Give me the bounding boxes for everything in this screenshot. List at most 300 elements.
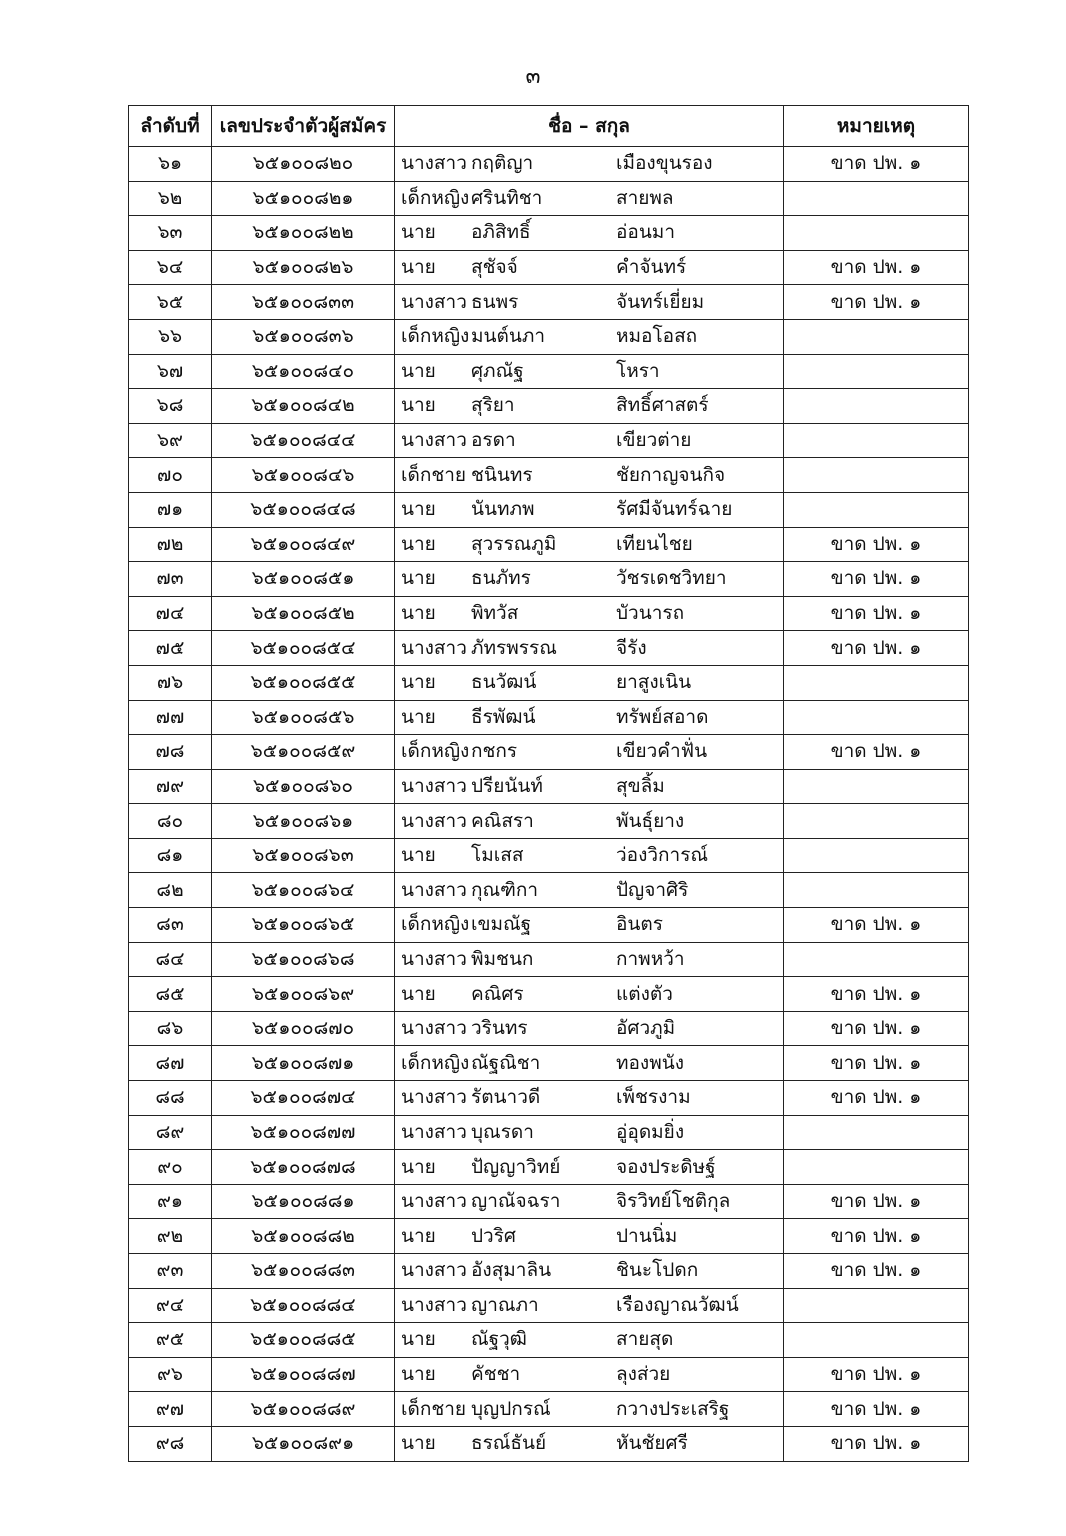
- table-row: [129, 319, 969, 354]
- row-full-name: [395, 250, 784, 285]
- row-seq: ๘๔: [129, 942, 212, 977]
- name-group: [395, 216, 783, 250]
- name-group: [395, 1116, 783, 1150]
- row-remark: ขาด ปพ. ๑: [784, 527, 969, 562]
- row-remark: [784, 216, 969, 251]
- row-remark: [784, 665, 969, 700]
- row-remark: ขาด ปพ. ๑: [784, 285, 969, 320]
- name-group: [395, 908, 783, 942]
- header-full-name: ชื่อ – สกุล: [395, 106, 784, 147]
- row-title: นาย: [401, 705, 436, 728]
- row-applicant-id: ๖๕๑๐๐๘๓๖: [212, 319, 395, 354]
- row-first-name: นันทภพ: [471, 498, 535, 521]
- row-first-name: กุณฑิกา: [471, 878, 539, 901]
- name-group: [395, 562, 783, 596]
- row-applicant-id: ๖๕๑๐๐๘๗๐: [212, 1011, 395, 1046]
- row-remark: ขาด ปพ. ๑: [784, 977, 969, 1012]
- row-remark: ขาด ปพ. ๑: [784, 596, 969, 631]
- row-title: นาย: [401, 256, 436, 279]
- name-group: [395, 943, 783, 977]
- row-title: นางสาว: [401, 1086, 467, 1109]
- row-applicant-id: ๖๕๑๐๐๘๖๙: [212, 977, 395, 1012]
- table-row: [129, 908, 969, 943]
- row-full-name: [395, 562, 784, 597]
- row-title: นาย: [401, 498, 436, 521]
- table-row: [129, 1392, 969, 1427]
- row-remark: ขาด ปพ. ๑: [784, 908, 969, 943]
- row-seq: ๖๙: [129, 423, 212, 458]
- row-applicant-id: ๖๕๑๐๐๘๘๕: [212, 1323, 395, 1358]
- name-group: [395, 458, 783, 492]
- table-row: [129, 389, 969, 424]
- row-title: เด็กหญิง: [401, 186, 470, 209]
- row-full-name: [395, 389, 784, 424]
- row-applicant-id: ๖๕๑๐๐๘๖๓: [212, 838, 395, 873]
- row-last-name: จองประดิษฐ์: [616, 1155, 716, 1178]
- table-row: [129, 1046, 969, 1081]
- row-first-name: มนต์นภา: [471, 325, 546, 348]
- table-row: [129, 1323, 969, 1358]
- row-first-name: ศรินทิชา: [471, 186, 543, 209]
- row-last-name: อัศวภูมิ: [616, 1017, 676, 1040]
- row-full-name: [395, 285, 784, 320]
- row-applicant-id: ๖๕๑๐๐๘๖๕: [212, 908, 395, 943]
- row-title: เด็กชาย: [401, 463, 467, 486]
- row-title: นาย: [401, 1224, 436, 1247]
- row-last-name: ทองพนัง: [616, 1051, 685, 1074]
- row-remark: [784, 700, 969, 735]
- row-first-name: กชกร: [471, 740, 518, 763]
- row-full-name: [395, 838, 784, 873]
- row-seq: ๖๕: [129, 285, 212, 320]
- row-first-name: โมเสส: [471, 844, 524, 867]
- row-applicant-id: ๖๕๑๐๐๘๗๑: [212, 1046, 395, 1081]
- row-last-name: ชัยกาญจนกิจ: [616, 463, 726, 486]
- row-remark: [784, 1323, 969, 1358]
- row-first-name: สุชัจจ์: [471, 256, 518, 279]
- table-row: [129, 1184, 969, 1219]
- row-title: นาย: [401, 394, 436, 417]
- row-remark: ขาด ปพ. ๑: [784, 1357, 969, 1392]
- row-first-name: ธรณ์ธันย์: [471, 1432, 547, 1455]
- row-title: นาย: [401, 844, 436, 867]
- row-seq: ๗๖: [129, 665, 212, 700]
- row-full-name: [395, 873, 784, 908]
- name-group: [395, 597, 783, 631]
- row-title: นาย: [401, 1363, 436, 1386]
- row-title: นาย: [401, 1328, 436, 1351]
- name-group: [395, 839, 783, 873]
- name-group: [395, 770, 783, 804]
- row-last-name: เทียนไชย: [616, 532, 693, 555]
- row-seq: ๘๖: [129, 1011, 212, 1046]
- row-seq: ๖๔: [129, 250, 212, 285]
- row-seq: ๗๒: [129, 527, 212, 562]
- row-remark: [784, 181, 969, 216]
- row-first-name: ปัญญาวิทย์: [471, 1155, 561, 1178]
- name-group: [395, 977, 783, 1011]
- row-remark: ขาด ปพ. ๑: [784, 1254, 969, 1289]
- name-group: [395, 389, 783, 423]
- row-title: นาย: [401, 1432, 436, 1455]
- row-last-name: สุขลิ้ม: [616, 774, 665, 797]
- row-last-name: โหรา: [616, 359, 660, 382]
- row-seq: ๘๗: [129, 1046, 212, 1081]
- name-group: [395, 1150, 783, 1184]
- row-first-name: ธีรพัฒน์: [471, 705, 536, 728]
- row-last-name: สายสุด: [616, 1328, 674, 1351]
- row-seq: ๗๐: [129, 458, 212, 493]
- row-last-name: จันทร์เยี่ยม: [616, 290, 705, 313]
- row-full-name: [395, 1150, 784, 1185]
- row-title: นาย: [401, 982, 436, 1005]
- row-title: นาย: [401, 532, 436, 555]
- row-first-name: ญาณัจฉรา: [471, 1190, 561, 1213]
- row-remark: ขาด ปพ. ๑: [784, 1046, 969, 1081]
- row-applicant-id: ๖๕๑๐๐๘๔๘: [212, 492, 395, 527]
- row-applicant-id: ๖๕๑๐๐๘๗๗: [212, 1115, 395, 1150]
- name-group: [395, 182, 783, 216]
- row-last-name: ยาสูงเนิน: [616, 671, 692, 694]
- table-row: [129, 873, 969, 908]
- row-full-name: [395, 1219, 784, 1254]
- row-full-name: [395, 319, 784, 354]
- table-row: [129, 1357, 969, 1392]
- row-applicant-id: ๖๕๑๐๐๘๗๔: [212, 1081, 395, 1116]
- row-applicant-id: ๖๕๑๐๐๘๕๑: [212, 562, 395, 597]
- row-full-name: [395, 1426, 784, 1461]
- row-last-name: อ่อนมา: [616, 221, 676, 244]
- row-last-name: กวางประเสริฐ: [616, 1397, 730, 1420]
- row-seq: ๘๒: [129, 873, 212, 908]
- row-first-name: ธนวัฒน์: [471, 671, 537, 694]
- row-remark: ขาด ปพ. ๑: [784, 1081, 969, 1116]
- row-first-name: คณิศร: [471, 982, 524, 1005]
- table-row: [129, 216, 969, 251]
- table-row: [129, 1115, 969, 1150]
- row-last-name: อินตร: [616, 913, 663, 936]
- name-group: [395, 1289, 783, 1323]
- name-group: [395, 1392, 783, 1426]
- row-first-name: กฤติญา: [471, 152, 534, 175]
- row-last-name: หันชัยศรี: [616, 1432, 688, 1455]
- row-title: เด็กหญิง: [401, 325, 470, 348]
- row-applicant-id: ๖๕๑๐๐๘๒๒: [212, 216, 395, 251]
- row-first-name: เขมณัฐ: [471, 913, 532, 936]
- row-full-name: [395, 700, 784, 735]
- row-applicant-id: ๖๕๑๐๐๘๓๓: [212, 285, 395, 320]
- row-full-name: [395, 181, 784, 216]
- row-seq: ๘๘: [129, 1081, 212, 1116]
- row-title: นางสาว: [401, 947, 467, 970]
- row-applicant-id: ๖๕๑๐๐๘๘๙: [212, 1392, 395, 1427]
- table-body: [129, 147, 969, 1462]
- row-seq: ๖๘: [129, 389, 212, 424]
- row-first-name: ธนภัทร: [471, 567, 531, 590]
- row-last-name: เรืองญาณวัฒน์: [616, 1293, 739, 1316]
- row-full-name: [395, 596, 784, 631]
- row-remark: ขาด ปพ. ๑: [784, 1011, 969, 1046]
- name-group: [395, 666, 783, 700]
- row-last-name: ปานนิ่ม: [616, 1224, 678, 1247]
- row-seq: ๙๔: [129, 1288, 212, 1323]
- table-row: [129, 562, 969, 597]
- row-applicant-id: ๖๕๑๐๐๘๔๐: [212, 354, 395, 389]
- row-seq: ๙๖: [129, 1357, 212, 1392]
- row-title: นางสาว: [401, 878, 467, 901]
- table-row: [129, 735, 969, 770]
- table-row: [129, 285, 969, 320]
- row-full-name: [395, 1357, 784, 1392]
- table-row: [129, 147, 969, 182]
- row-first-name: ศุภณัฐ: [471, 359, 524, 382]
- row-seq: ๘๑: [129, 838, 212, 873]
- row-first-name: คัชชา: [471, 1363, 521, 1386]
- row-first-name: อภิสิทธิ์: [471, 221, 531, 244]
- name-group: [395, 1081, 783, 1115]
- row-title: นาย: [401, 602, 436, 625]
- name-group: [395, 1358, 783, 1392]
- row-last-name: วัชรเดชวิทยา: [616, 567, 727, 590]
- row-title: นาย: [401, 221, 436, 244]
- name-group: [395, 1323, 783, 1357]
- row-title: นางสาว: [401, 1017, 467, 1040]
- row-full-name: [395, 458, 784, 493]
- row-seq: ๗๓: [129, 562, 212, 597]
- row-first-name: สุริยา: [471, 394, 515, 417]
- row-full-name: [395, 1115, 784, 1150]
- row-seq: ๖๑: [129, 147, 212, 182]
- row-remark: [784, 354, 969, 389]
- row-last-name: ว่องวิการณ์: [616, 844, 709, 867]
- row-remark: ขาด ปพ. ๑: [784, 1184, 969, 1219]
- table-row: [129, 492, 969, 527]
- row-first-name: บุณรดา: [471, 1120, 534, 1143]
- header-remark: หมายเหตุ: [784, 106, 969, 147]
- table-row: [129, 1288, 969, 1323]
- row-seq: ๘๓: [129, 908, 212, 943]
- row-full-name: [395, 147, 784, 182]
- row-last-name: ทรัพย์สอาด: [616, 705, 709, 728]
- row-applicant-id: ๖๕๑๐๐๘๙๑: [212, 1426, 395, 1461]
- page-number: ๓: [525, 64, 541, 89]
- row-first-name: ปรียนันท์: [471, 774, 543, 797]
- name-group: [395, 147, 783, 181]
- row-last-name: บัวนารถ: [616, 602, 685, 625]
- row-full-name: [395, 769, 784, 804]
- row-remark: [784, 838, 969, 873]
- table-row: [129, 769, 969, 804]
- row-last-name: เมืองขุนรอง: [616, 152, 713, 175]
- row-title: นางสาว: [401, 1120, 467, 1143]
- row-seq: ๘๐: [129, 804, 212, 839]
- table-row: [129, 354, 969, 389]
- row-applicant-id: ๖๕๑๐๐๘๕๒: [212, 596, 395, 631]
- row-remark: [784, 804, 969, 839]
- applicant-table: [128, 105, 969, 1462]
- row-first-name: อรดา: [471, 429, 516, 452]
- name-group: [395, 735, 783, 769]
- row-last-name: จีรัง: [616, 636, 647, 659]
- row-remark: ขาด ปพ. ๑: [784, 147, 969, 182]
- row-first-name: บุญปกรณ์: [471, 1397, 551, 1420]
- row-title: นางสาว: [401, 290, 467, 313]
- name-group: [395, 1012, 783, 1046]
- row-seq: ๙๕: [129, 1323, 212, 1358]
- row-full-name: [395, 527, 784, 562]
- row-last-name: ชินะโปดก: [616, 1259, 699, 1282]
- row-last-name: สิทธิ์ศาสตร์: [616, 394, 709, 417]
- table-row: [129, 977, 969, 1012]
- row-seq: ๙๘: [129, 1426, 212, 1461]
- row-first-name: ปวริศ: [471, 1224, 516, 1247]
- row-title: เด็กหญิง: [401, 913, 470, 936]
- row-seq: ๙๒: [129, 1219, 212, 1254]
- row-seq: ๖๒: [129, 181, 212, 216]
- row-seq: ๗๘: [129, 735, 212, 770]
- row-seq: ๖๓: [129, 216, 212, 251]
- name-group: [395, 424, 783, 458]
- row-seq: ๗๔: [129, 596, 212, 631]
- row-seq: ๘๕: [129, 977, 212, 1012]
- row-full-name: [395, 804, 784, 839]
- row-full-name: [395, 1046, 784, 1081]
- row-applicant-id: ๖๕๑๐๐๘๘๔: [212, 1288, 395, 1323]
- row-first-name: ญาณภา: [471, 1293, 539, 1316]
- row-title: นาย: [401, 671, 436, 694]
- row-applicant-id: ๖๕๑๐๐๘๖๘: [212, 942, 395, 977]
- row-full-name: [395, 216, 784, 251]
- row-full-name: [395, 908, 784, 943]
- row-remark: [784, 942, 969, 977]
- name-group: [395, 285, 783, 319]
- row-seq: ๖๖: [129, 319, 212, 354]
- row-remark: [784, 458, 969, 493]
- row-title: เด็กหญิง: [401, 740, 470, 763]
- row-seq: ๗๗: [129, 700, 212, 735]
- row-applicant-id: ๖๕๑๐๐๘๔๒: [212, 389, 395, 424]
- row-title: เด็กชาย: [401, 1397, 467, 1420]
- row-applicant-id: ๖๕๑๐๐๘๖๐: [212, 769, 395, 804]
- table-row: [129, 423, 969, 458]
- row-last-name: สายพล: [616, 186, 674, 209]
- row-applicant-id: ๖๕๑๐๐๘๖๔: [212, 873, 395, 908]
- row-full-name: [395, 423, 784, 458]
- row-first-name: พิทวัส: [471, 602, 519, 625]
- row-applicant-id: ๖๕๑๐๐๘๒๑: [212, 181, 395, 216]
- name-group: [395, 804, 783, 838]
- row-title: เด็กหญิง: [401, 1051, 470, 1074]
- table-row: [129, 1011, 969, 1046]
- name-group: [395, 631, 783, 665]
- row-full-name: [395, 942, 784, 977]
- row-applicant-id: ๖๕๑๐๐๘๕๔: [212, 631, 395, 666]
- table-row: [129, 631, 969, 666]
- row-title: นางสาว: [401, 809, 467, 832]
- row-remark: [784, 1150, 969, 1185]
- row-first-name: ธนพร: [471, 290, 519, 313]
- row-first-name: วรินทร: [471, 1017, 528, 1040]
- row-first-name: ณัฐณิชา: [471, 1051, 541, 1074]
- table-row: [129, 527, 969, 562]
- name-group: [395, 320, 783, 354]
- table-row: [129, 596, 969, 631]
- row-last-name: ปัญจาศิริ: [616, 878, 689, 901]
- table-header-row: [129, 106, 969, 147]
- row-remark: ขาด ปพ. ๑: [784, 1219, 969, 1254]
- row-applicant-id: ๖๕๑๐๐๘๘๑: [212, 1184, 395, 1219]
- row-seq: ๙๓: [129, 1254, 212, 1289]
- row-applicant-id: ๖๕๑๐๐๘๔๙: [212, 527, 395, 562]
- row-applicant-id: ๖๕๑๐๐๘๖๑: [212, 804, 395, 839]
- row-first-name: สุวรรณภูมิ: [471, 532, 557, 555]
- row-title: นาย: [401, 1155, 436, 1178]
- row-remark: [784, 1288, 969, 1323]
- row-title: นาย: [401, 567, 436, 590]
- row-remark: [784, 319, 969, 354]
- row-full-name: [395, 631, 784, 666]
- name-group: [395, 493, 783, 527]
- row-full-name: [395, 1011, 784, 1046]
- row-seq: ๗๕: [129, 631, 212, 666]
- row-applicant-id: ๖๕๑๐๐๘๕๙: [212, 735, 395, 770]
- row-last-name: พันธุ์ยาง: [616, 809, 685, 832]
- name-group: [395, 355, 783, 389]
- row-last-name: รัศมีจันทร์ฉาย: [616, 498, 733, 521]
- row-remark: ขาด ปพ. ๑: [784, 735, 969, 770]
- row-first-name: พิมชนก: [471, 947, 534, 970]
- row-remark: [784, 423, 969, 458]
- table-row: [129, 942, 969, 977]
- row-remark: [784, 1115, 969, 1150]
- row-first-name: ณัฐวุฒิ: [471, 1328, 527, 1351]
- row-applicant-id: ๖๕๑๐๐๘๒๖: [212, 250, 395, 285]
- table-row: [129, 1081, 969, 1116]
- table-row: [129, 181, 969, 216]
- row-first-name: อังสุมาลิน: [471, 1259, 552, 1282]
- table-row: [129, 838, 969, 873]
- row-remark: ขาด ปพ. ๑: [784, 250, 969, 285]
- row-applicant-id: ๖๕๑๐๐๘๕๖: [212, 700, 395, 735]
- row-applicant-id: ๖๕๑๐๐๘๔๔: [212, 423, 395, 458]
- row-seq: ๙๐: [129, 1150, 212, 1185]
- row-full-name: [395, 1392, 784, 1427]
- row-applicant-id: ๖๕๑๐๐๘๔๖: [212, 458, 395, 493]
- name-group: [395, 1254, 783, 1288]
- row-last-name: เขียวคำฟั่น: [616, 740, 708, 763]
- name-group: [395, 251, 783, 285]
- row-applicant-id: ๖๕๑๐๐๘๕๕: [212, 665, 395, 700]
- table-row: [129, 700, 969, 735]
- table-row: [129, 1254, 969, 1289]
- row-seq: ๖๗: [129, 354, 212, 389]
- row-last-name: จิรวิทย์โชติกุล: [616, 1190, 731, 1213]
- row-last-name: หมอโอสถ: [616, 325, 698, 348]
- row-full-name: [395, 354, 784, 389]
- row-title: นางสาว: [401, 636, 467, 659]
- row-first-name: ชนินทร: [471, 463, 533, 486]
- header-applicant-id: เลขประจำตัวผู้สมัคร: [212, 106, 395, 147]
- row-full-name: [395, 1184, 784, 1219]
- row-last-name: เขียวต่าย: [616, 429, 692, 452]
- row-title: นางสาว: [401, 774, 467, 797]
- row-last-name: อู่อุดมยิ่ง: [616, 1120, 685, 1143]
- row-full-name: [395, 1254, 784, 1289]
- row-remark: ขาด ปพ. ๑: [784, 562, 969, 597]
- name-group: [395, 873, 783, 907]
- row-remark: [784, 769, 969, 804]
- row-full-name: [395, 665, 784, 700]
